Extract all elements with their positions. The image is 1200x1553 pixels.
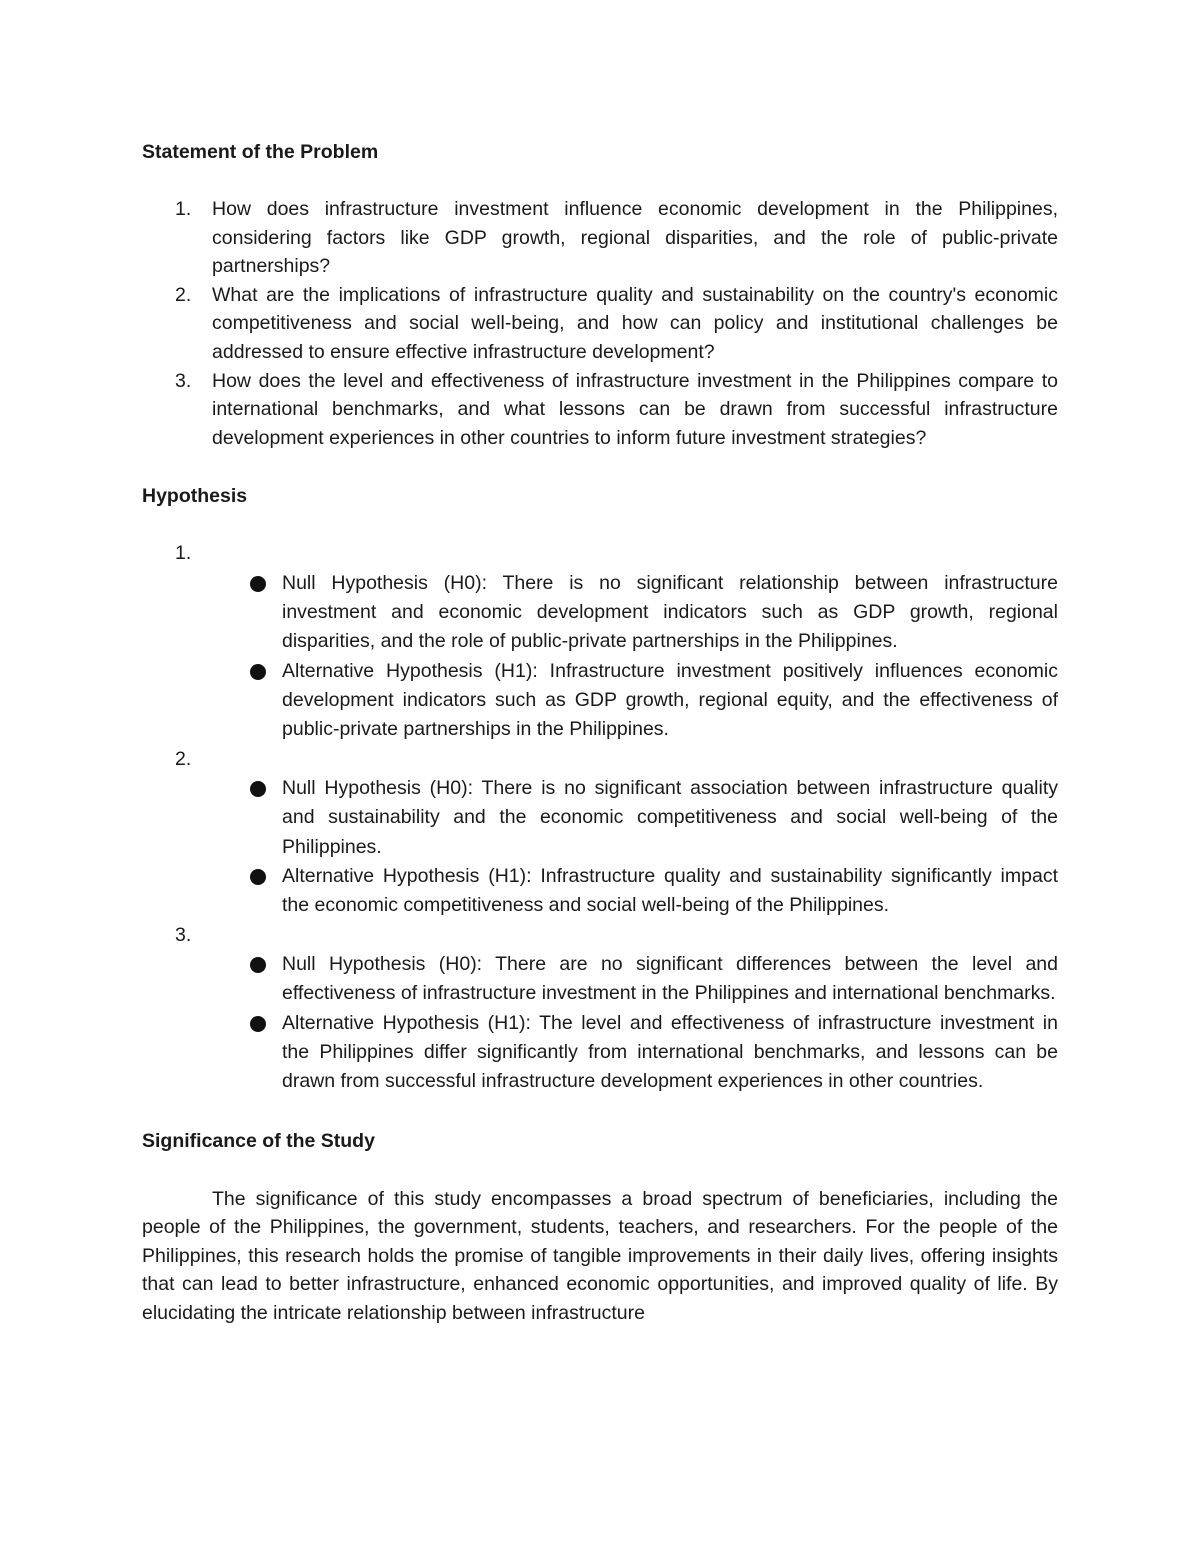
statement-item-text: How does infrastructure investment influence economic development in the Philippines, considering factors like GDP growth, regional disparities, and the role of public-private partnerships?	[212, 198, 1058, 278]
statement-item-number: 3.	[175, 369, 192, 392]
hypothesis-number: 3.	[175, 923, 192, 946]
null-hypothesis	[142, 774, 1058, 862]
alternative-hypothesis-text: Alternative Hypothesis (H1): Infrastructure investment positively influences economic development indicators such as GDP growth, regional equity, and the effectiveness of public-private partnerships in the Philippines.	[282, 659, 1058, 741]
statement-list	[142, 195, 1058, 452]
alternative-hypothesis-text: Alternative Hypothesis (H1): Infrastructure quality and sustainability significantly impact the economic competitiveness and social well-being of the Philippines.	[282, 865, 1058, 917]
null-hypothesis	[142, 569, 1058, 657]
hypothesis-group	[142, 539, 1058, 744]
null-hypothesis-text: Null Hypothesis (H0): There are no significant differences between the level and effectiveness of infrastructure investment in the Philippines and international benchmarks.	[282, 953, 1058, 1005]
statement-heading: Statement of the Problem	[142, 141, 379, 163]
null-hypothesis-text: Null Hypothesis (H0): There is no significant relationship between infrastructure investment and economic development indicators such as GDP growth, regional disparities, and the role of public-private partnerships in the Philippines.	[282, 571, 1058, 653]
bullet-icon	[250, 664, 266, 680]
statement-item-text: What are the implications of infrastructure quality and sustainability on the country's economic competitiveness and social well-being, and how can policy and institutional challenges be addressed to ensure effective infrastructure development?	[212, 283, 1058, 363]
hypothesis-group	[142, 745, 1058, 921]
statement-item	[142, 367, 1058, 453]
statement-item-number: 1.	[175, 198, 192, 220]
significance-heading: Significance of the Study	[142, 1129, 375, 1152]
alternative-hypothesis	[142, 657, 1058, 745]
bullet-icon	[250, 576, 266, 592]
document-body	[142, 138, 1058, 1328]
statement-item	[142, 281, 1058, 367]
statement-item-text: How does the level and effectiveness of infrastructure investment in the Philippines compare to international benchmarks, and what lessons can be drawn from successful infrastructure development experiences in other countries to inform future investment strategies?	[212, 369, 1058, 449]
statement-item	[142, 195, 1058, 281]
hypothesis-heading: Hypothesis	[142, 485, 248, 508]
null-hypothesis	[142, 950, 1058, 1009]
alternative-hypothesis	[142, 1009, 1058, 1097]
hypothesis-bullets	[142, 950, 1058, 1096]
significance-paragraph: The significance of this study encompasses a broad spectrum of beneficiaries, including the people of the Philippines, the government, students, teachers, and researchers. For the people of the Philippines, this research holds the promise of tangible improvements in their daily lives, offering insights that can lead to better infrastructure, enhanced economic opportunities, and improved quality of life. By elucidating the intricate relationship between infrastructure	[142, 1187, 1058, 1324]
hypothesis-group	[142, 921, 1058, 1097]
bullet-icon	[250, 1016, 266, 1032]
alternative-hypothesis	[142, 862, 1058, 921]
statement-item-number: 2.	[175, 283, 192, 306]
bullet-icon	[250, 957, 266, 973]
bullet-icon	[250, 781, 266, 797]
hypothesis-number: 1.	[175, 542, 192, 565]
bullet-icon	[250, 869, 266, 885]
hypothesis-number: 2.	[175, 747, 192, 770]
hypothesis-list	[142, 539, 1058, 1096]
null-hypothesis-text: Null Hypothesis (H0): There is no significant association between infrastructure quality and sustainability and the economic competitiveness and social well-being of the Philippines.	[282, 777, 1058, 858]
hypothesis-bullets	[142, 774, 1058, 920]
alternative-hypothesis-text: Alternative Hypothesis (H1): The level and effectiveness of infrastructure investment in the Philippines differ significantly from international benchmarks, and lessons can be drawn from successful infrastructure development experiences in other countries.	[282, 1011, 1058, 1093]
hypothesis-bullets	[142, 569, 1058, 745]
